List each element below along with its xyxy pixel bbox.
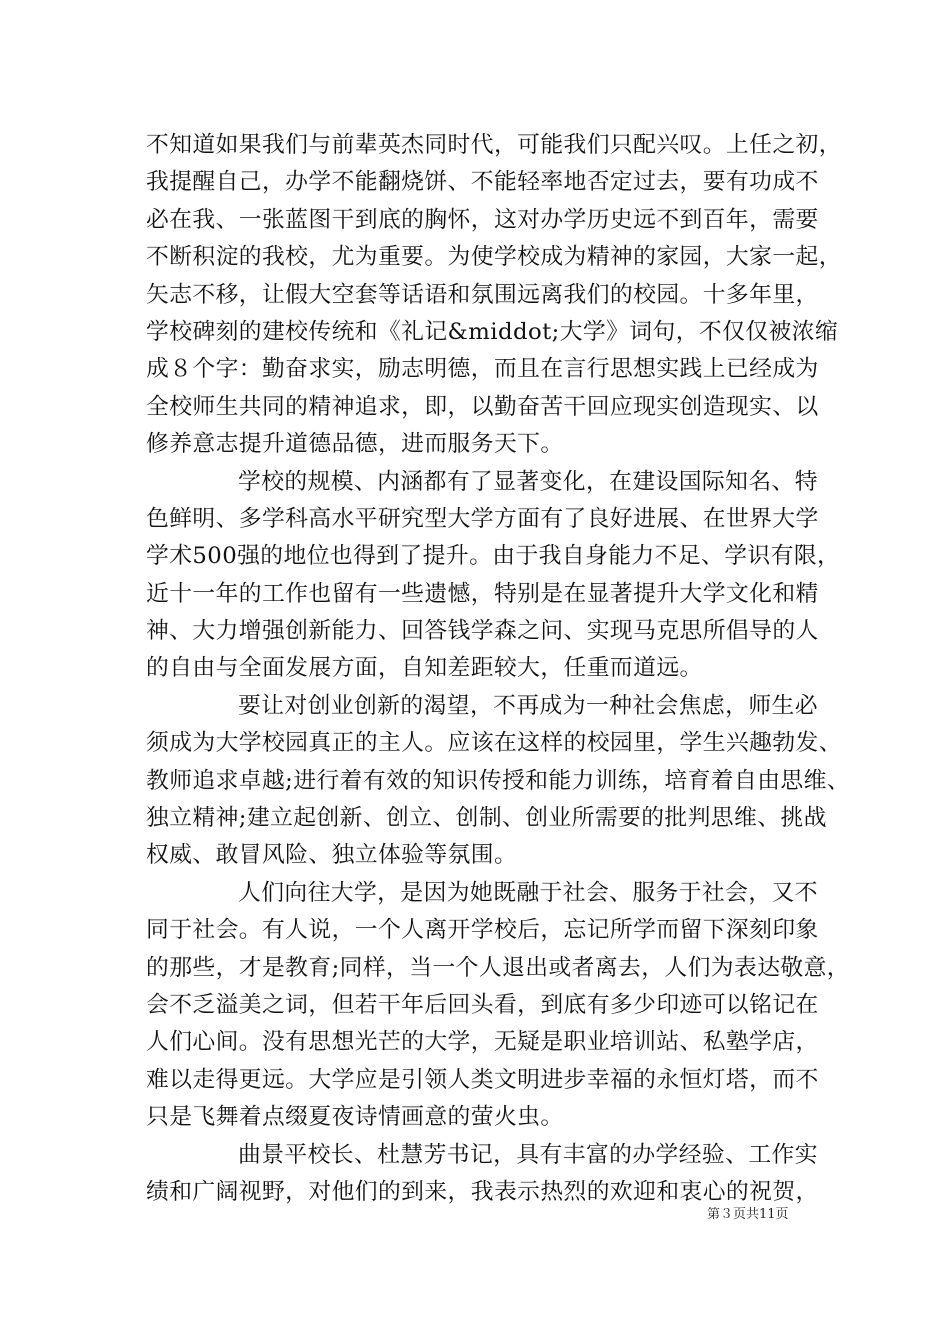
paragraph-start-line: 学校的规模、内涵都有了显著变化，在建设国际知名、特 bbox=[238, 468, 818, 495]
text-line: 修养意志提升道德品德，进而服务天下。 bbox=[146, 431, 564, 458]
paragraph-start-line: 曲景平校长、杜慧芳书记，具有丰富的办学经验、工作实 bbox=[238, 1141, 818, 1168]
text-line: 绩和广阔视野，对他们的到来，我表示热烈的欢迎和衷心的祝贺， bbox=[146, 1178, 819, 1205]
text-line: 只是飞舞着点缀夏夜诗情画意的萤火虫。 bbox=[146, 1104, 564, 1131]
paragraph-start-line: 要让对创业创新的渴望，不再成为一种社会焦虑，师生必 bbox=[238, 692, 818, 719]
text-line: 矢志不移，让假大空套等话语和氛围远离我们的校园。十多年里， bbox=[146, 281, 819, 308]
text-line: 全校师生共同的精神追求，即，以勤奋苦干回应现实创造现实、以 bbox=[146, 393, 819, 420]
text-line: 神、大力增强创新能力、回答钱学森之问、实现马克思所倡导的人 bbox=[146, 618, 819, 645]
text-line: 同于社会。有人说，一个人离开学校后，忘记所学而留下深刻印象 bbox=[146, 917, 819, 944]
text-line: 近十一年的工作也留有一些遗憾，特别是在显著提升大学文化和精 bbox=[146, 580, 819, 607]
text-line: 学术500强的地位也得到了提升。由于我自身能力不足、学识有限， bbox=[146, 543, 841, 570]
text-line: 难以走得更远。大学应是引领人类文明进步幸福的永恒灯塔，而不 bbox=[146, 1066, 819, 1093]
text-line: 成８个字：勤奋求实，励志明德，而且在言行思想实践上已经成为 bbox=[146, 356, 819, 383]
text-line: 权威、敢冒风险、独立体验等氛围。 bbox=[146, 842, 518, 869]
text-line: 学校碑刻的建校传统和《礼记&middot;大学》词句，不仅仅被浓缩 bbox=[146, 318, 839, 345]
text-line: 的那些，才是教育;同样，当一个人退出或者离去，人们为表达敬意， bbox=[146, 954, 850, 981]
text-line: 人们心间。没有思想光芒的大学，无疑是职业培训站、私塾学店， bbox=[146, 1029, 819, 1056]
paragraph-start-line: 人们向往大学，是因为她既融于社会、服务于社会，又不 bbox=[238, 879, 818, 906]
text-line: 须成为大学校园真正的主人。应该在这样的校园里，学生兴趣勃发、 bbox=[146, 730, 842, 757]
text-line: 的自由与全面发展方面，自知差距较大，任重而道远。 bbox=[146, 655, 703, 682]
text-line: 教师追求卓越;进行着有效的知识传授和能力训练，培育着自由思维、 bbox=[146, 767, 850, 794]
text-line: 不知道如果我们与前辈英杰同时代，可能我们只配兴叹。上任之初， bbox=[146, 132, 842, 158]
text-line: 会不乏溢美之词，但若干年后回头看，到底有多少印迹可以铭记在 bbox=[146, 991, 819, 1018]
page-number-footer: 第３页共11页 bbox=[707, 1207, 789, 1222]
text-line: 独立精神;建立起创新、创立、创制、创业所需要的批判思维、挑战 bbox=[146, 805, 827, 832]
text-line: 不断积淀的我校，尤为重要。为使学校成为精神的家园，大家一起， bbox=[146, 244, 842, 271]
text-line: 我提醒自己，办学不能翻烧饼、不能轻率地否定过去，要有功成不 bbox=[146, 169, 819, 196]
document-body bbox=[146, 127, 850, 1211]
text-line: 色鲜明、多学科高水平研究型大学方面有了良好进展、在世界大学 bbox=[146, 505, 819, 532]
text-line: 必在我、一张蓝图干到底的胸怀，这对办学历史远不到百年，需要 bbox=[146, 206, 819, 233]
